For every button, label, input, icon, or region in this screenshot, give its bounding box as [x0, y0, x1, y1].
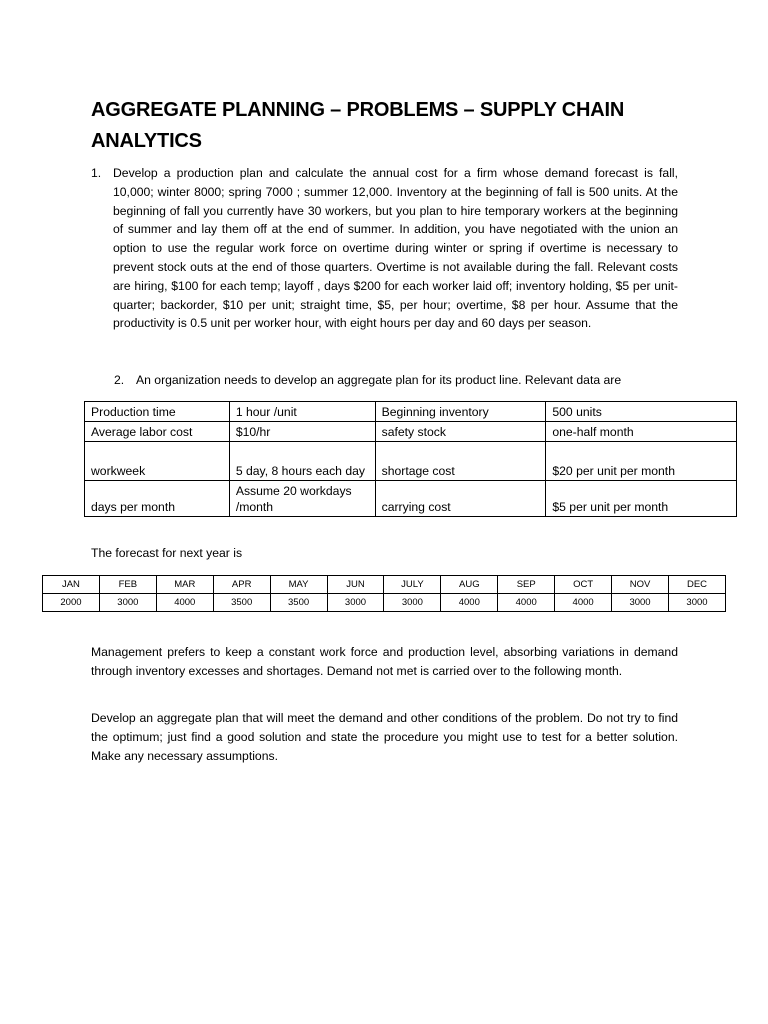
month-cell: MAR: [156, 576, 213, 594]
month-cell: APR: [213, 576, 270, 594]
month-cell: OCT: [555, 576, 612, 594]
management-paragraph: Management prefers to keep a constant work force and production level, absorbing variations in demand through inventory excesses and shortages. Demand not met is carried over to the following month.: [91, 645, 678, 678]
page-title: [91, 95, 691, 157]
table-cell: safety stock: [375, 422, 546, 442]
problem-2-intro: [114, 371, 694, 389]
month-cell: AUG: [441, 576, 498, 594]
month-cell: SEP: [498, 576, 555, 594]
table-cell: $5 per unit per month: [546, 481, 737, 517]
value-cell: 4000: [498, 594, 555, 612]
table-cell: carrying cost: [375, 481, 546, 517]
table-cell: 1 hour /unit: [229, 402, 375, 422]
table-row: [85, 402, 737, 422]
problem-1-number: 1.: [91, 166, 102, 180]
table-cell: Average labor cost: [85, 422, 230, 442]
table-row: [85, 481, 737, 517]
forecast-month-row: [43, 576, 726, 594]
table-cell: one-half month: [546, 422, 737, 442]
forecast-value-row: [43, 594, 726, 612]
value-cell: 3500: [270, 594, 327, 612]
table-cell: Assume 20 workdays /month: [229, 481, 375, 517]
table-cell: workweek: [85, 442, 230, 481]
table-cell: Production time: [85, 402, 230, 422]
value-cell: 2000: [43, 594, 100, 612]
month-cell: JUN: [327, 576, 384, 594]
month-cell: FEB: [99, 576, 156, 594]
value-cell: 4000: [555, 594, 612, 612]
instruction-paragraph: Develop an aggregate plan that will meet the demand and other conditions of the problem. Do not try to find the optimum; just find a good solution and state the procedure you might use to test for a better solution. Make any necessary assumptions.: [91, 711, 678, 763]
table-row: [85, 422, 737, 442]
forecast-table: [42, 575, 726, 612]
problem-2-number: 2.: [114, 373, 125, 387]
value-cell: 3000: [612, 594, 669, 612]
table-cell: days per month: [85, 481, 230, 517]
month-cell: DEC: [668, 576, 725, 594]
value-cell: 3000: [99, 594, 156, 612]
month-cell: JULY: [384, 576, 441, 594]
value-cell: 3000: [327, 594, 384, 612]
table-cell: 500 units: [546, 402, 737, 422]
problem-1-text: Develop a production plan and calculate the annual cost for a firm whose demand forecast is fall, 10,000; winter 8000; spring 7000 ; summer 12,000. Inventory at the beginning of fall is 500 units. At the beginning of fall you currently have 30 workers, but you plan to hire temporary workers at the beginning of summer and lay them off at the end of summer. In addition, you have negotiated with the union an option to use the regular work force on overtime during winter or spring if overtime is necessary to prevent stock outs at the end of those quarters. Overtime is not available during the fall. Relevant costs are hiring, $100 for each temp; layoff , days $200 for each worker laid off; inventory holding, $5 per unit- quarter; backorder, $10 per unit; straight time, $5, per hour; overtime, $8 per hour. Assume that the productivity is 0.5 unit per worker hour, with eight hours per day and 60 days per season.: [113, 166, 678, 331]
table-cell: 5 day, 8 hours each day: [229, 442, 375, 481]
title-line-2: ANALYTICS: [91, 130, 202, 152]
table-cell: Beginning inventory: [375, 402, 546, 422]
month-cell: JAN: [43, 576, 100, 594]
month-cell: MAY: [270, 576, 327, 594]
value-cell: 3500: [213, 594, 270, 612]
title-line-1: AGGREGATE PLANNING – PROBLEMS – SUPPLY CHAIN: [91, 99, 625, 121]
relevant-data-table: [84, 401, 737, 517]
table-cell: shortage cost: [375, 442, 546, 481]
value-cell: 3000: [384, 594, 441, 612]
value-cell: 4000: [156, 594, 213, 612]
table-cell: $20 per unit per month: [546, 442, 737, 481]
value-cell: 4000: [441, 594, 498, 612]
table-cell: $10/hr: [229, 422, 375, 442]
problem-2-intro-text: An organization needs to develop an aggregate plan for its product line. Relevant data are: [136, 373, 622, 387]
problem-1: [91, 164, 678, 333]
table-row: [85, 442, 737, 481]
forecast-label: The forecast for next year is: [91, 546, 243, 560]
month-cell: NOV: [612, 576, 669, 594]
value-cell: 3000: [668, 594, 725, 612]
